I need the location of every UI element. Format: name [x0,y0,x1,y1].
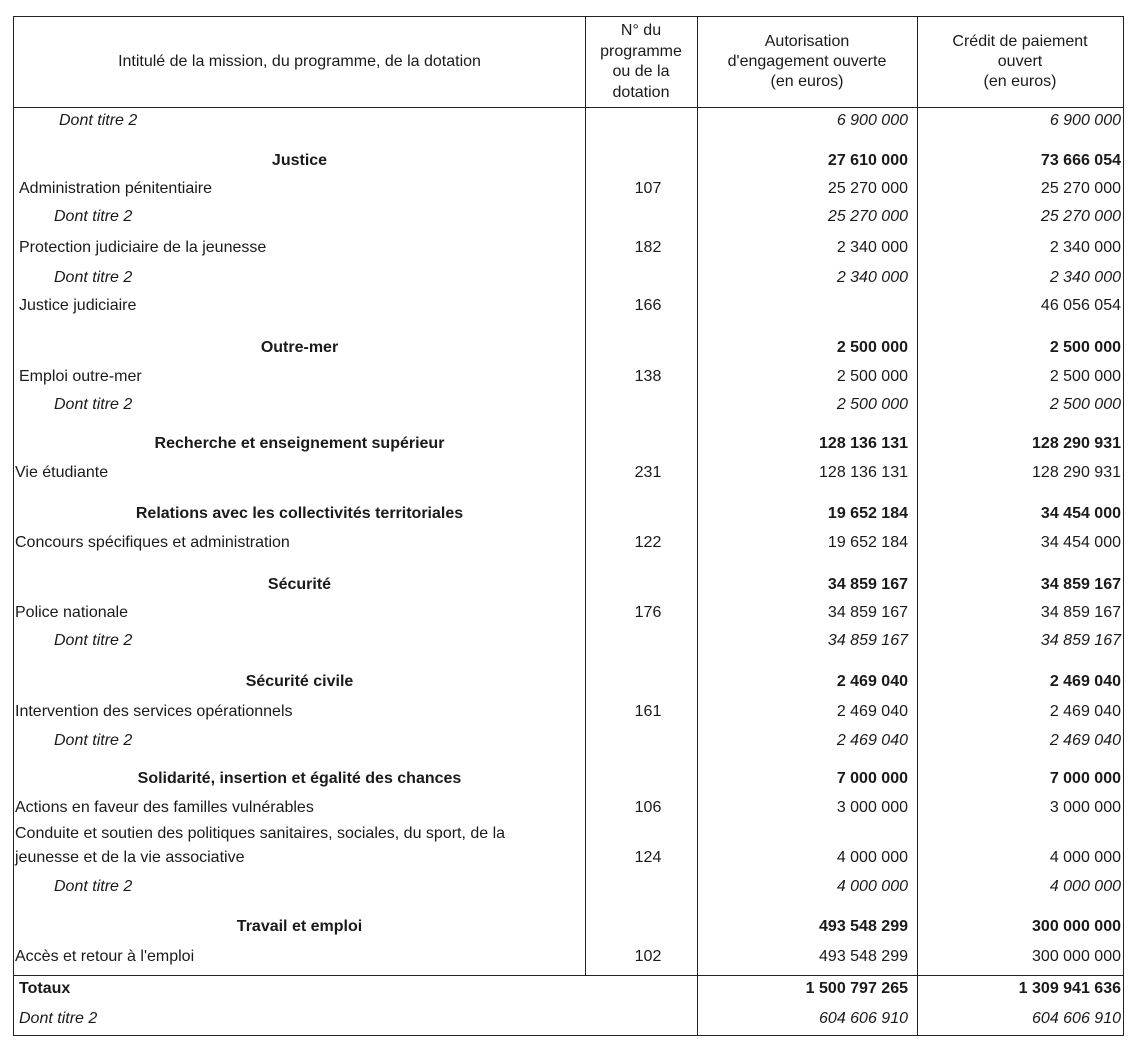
mission-ae: 27 610 000 [827,152,908,169]
header-cp-line: ouvert [997,53,1043,70]
programme-cp: 300 000 000 [1032,948,1121,965]
mission-ae: 128 136 131 [819,435,908,452]
titre2-ae: 4 000 000 [836,878,908,895]
titre2-label: Dont titre 2 [54,732,133,749]
mission-title: Justice [271,152,328,169]
programme-label: Administration pénitentiaire [19,180,212,197]
programme-ae: 3 000 000 [836,799,908,816]
programme-ae: 4 000 000 [836,849,908,866]
header-credit-paiement [917,32,1123,92]
totals-top-rule [14,975,1123,976]
mission-title: Travail et emploi [236,918,363,935]
programme-label: Vie étudiante [15,464,109,481]
programme-cp: 2 469 040 [1049,703,1121,720]
titre2-ae: 6 900 000 [836,112,908,129]
totals-titre2-label: Dont titre 2 [19,1010,98,1027]
programme-cp: 2 340 000 [1049,239,1121,256]
programme-number: 102 [634,948,662,965]
mission-ae: 19 652 184 [827,505,908,522]
titre2-cp: 6 900 000 [1049,112,1121,129]
header-numero-line: programme [600,42,682,60]
programme-cp: 46 056 054 [1040,297,1121,314]
titre2-label: Dont titre 2 [54,878,133,895]
titre2-cp: 2 469 040 [1049,732,1121,749]
programme-cp: 34 454 000 [1040,534,1121,551]
programme-ae: 2 500 000 [836,368,908,385]
programme-ae: 19 652 184 [827,534,908,551]
totals-cp: 1 309 941 636 [1018,980,1121,997]
header-bottom-rule [14,107,1123,108]
programme-number: 138 [634,368,662,385]
header-numero-line: N° du [620,22,662,39]
programme-number: 176 [634,604,662,621]
mission-ae: 34 859 167 [827,576,908,593]
titre2-ae: 2 469 040 [836,732,908,749]
header-ae-line: d'engagement ouverte [727,53,887,70]
programme-label: Actions en faveur des familles vulnérables [15,799,314,816]
titre2-cp: 2 500 000 [1049,396,1121,413]
programme-ae: 2 469 040 [836,703,908,720]
titre2-label: Dont titre 2 [54,396,133,413]
titre2-ae: 2 500 000 [836,396,908,413]
programme-label: Protection judiciaire de la jeunesse [19,239,267,256]
totals-titre2-ae: 604 606 910 [819,1010,908,1027]
header-ae-line: Autorisation [764,33,850,50]
mission-title: Sécurité [267,576,332,593]
mission-cp: 128 290 931 [1032,435,1121,452]
totals-ae: 1 500 797 265 [805,980,908,997]
mission-cp: 34 859 167 [1040,576,1121,593]
programme-ae: 128 136 131 [819,464,908,481]
programme-ae: 2 340 000 [836,239,908,256]
mission-ae: 493 548 299 [819,918,908,935]
programme-ae: 34 859 167 [827,604,908,621]
programme-cp: 4 000 000 [1049,849,1121,866]
programme-label-line: jeunesse et de la vie associative [15,849,245,866]
titre2-label: Dont titre 2 [54,632,133,649]
programme-ae: 25 270 000 [827,180,908,197]
programme-cp: 3 000 000 [1049,799,1121,816]
titre2-cp: 25 270 000 [1040,208,1121,225]
mission-cp: 2 500 000 [1049,339,1121,356]
budget-table [13,16,1124,1036]
titre2-label: Dont titre 2 [54,269,133,286]
titre2-ae: 2 340 000 [836,269,908,286]
mission-title: Sécurité civile [245,673,354,690]
programme-label: Intervention des services opérationnels [15,703,293,720]
mission-ae: 7 000 000 [836,770,908,787]
programme-ae: 493 548 299 [819,948,908,965]
mission-ae: 2 469 040 [836,673,908,690]
mission-cp: 34 454 000 [1040,505,1121,522]
programme-label: Concours spécifiques et administration [15,534,290,551]
programme-label: Justice judiciaire [19,297,137,314]
programme-cp: 25 270 000 [1040,180,1121,197]
col-divider-1 [585,17,586,975]
header-numero-line: ou de la [612,63,670,80]
header-ae-line: (en euros) [770,73,844,90]
totals-label: Totaux [19,980,71,997]
programme-number: 161 [634,703,662,720]
header-intitule: Intitulé de la mission, du programme, de la dotation [118,53,481,70]
mission-title: Recherche et enseignement supérieur [154,435,445,452]
titre2-ae: 34 859 167 [827,632,908,649]
titre2-ae: 25 270 000 [827,208,908,225]
header-numero-line: dotation [612,83,670,101]
programme-number: 107 [634,180,662,197]
programme-number: 122 [634,534,662,551]
titre2-cp: 4 000 000 [1049,878,1121,895]
programme-label: Emploi outre-mer [19,368,142,385]
titre2-cp: 2 340 000 [1049,269,1121,286]
header-autorisation-engagement [697,32,917,92]
mission-cp: 300 000 000 [1032,918,1121,935]
titre2-label: Dont titre 2 [59,112,138,129]
programme-number: 231 [634,464,662,481]
programme-label: Accès et retour à l'emploi [15,948,195,965]
header-cp-line: (en euros) [983,73,1057,90]
mission-cp: 73 666 054 [1040,152,1121,169]
titre2-cp: 34 859 167 [1040,632,1121,649]
mission-cp: 7 000 000 [1049,770,1121,787]
programme-number: 106 [634,799,662,816]
programme-label [14,824,505,867]
mission-title: Relations avec les collectivités territoriales [135,505,464,522]
programme-cp: 2 500 000 [1049,368,1121,385]
programme-label: Police nationale [15,604,128,621]
mission-cp: 2 469 040 [1049,673,1121,690]
mission-ae: 2 500 000 [836,339,908,356]
titre2-label: Dont titre 2 [54,208,133,225]
header-numero [585,21,697,103]
mission-title: Solidarité, insertion et égalité des chances [137,770,462,787]
programme-number: 166 [634,297,662,314]
totals-titre2-cp: 604 606 910 [1032,1010,1121,1027]
mission-title: Outre-mer [260,339,339,356]
programme-cp: 34 859 167 [1040,604,1121,621]
programme-number: 124 [634,849,662,866]
programme-number: 182 [634,239,662,256]
header-cp-line: Crédit de paiement [952,33,1088,50]
programme-label-line: Conduite et soutien des politiques sanitaires, sociales, du sport, de la [15,825,506,842]
programme-cp: 128 290 931 [1032,464,1121,481]
